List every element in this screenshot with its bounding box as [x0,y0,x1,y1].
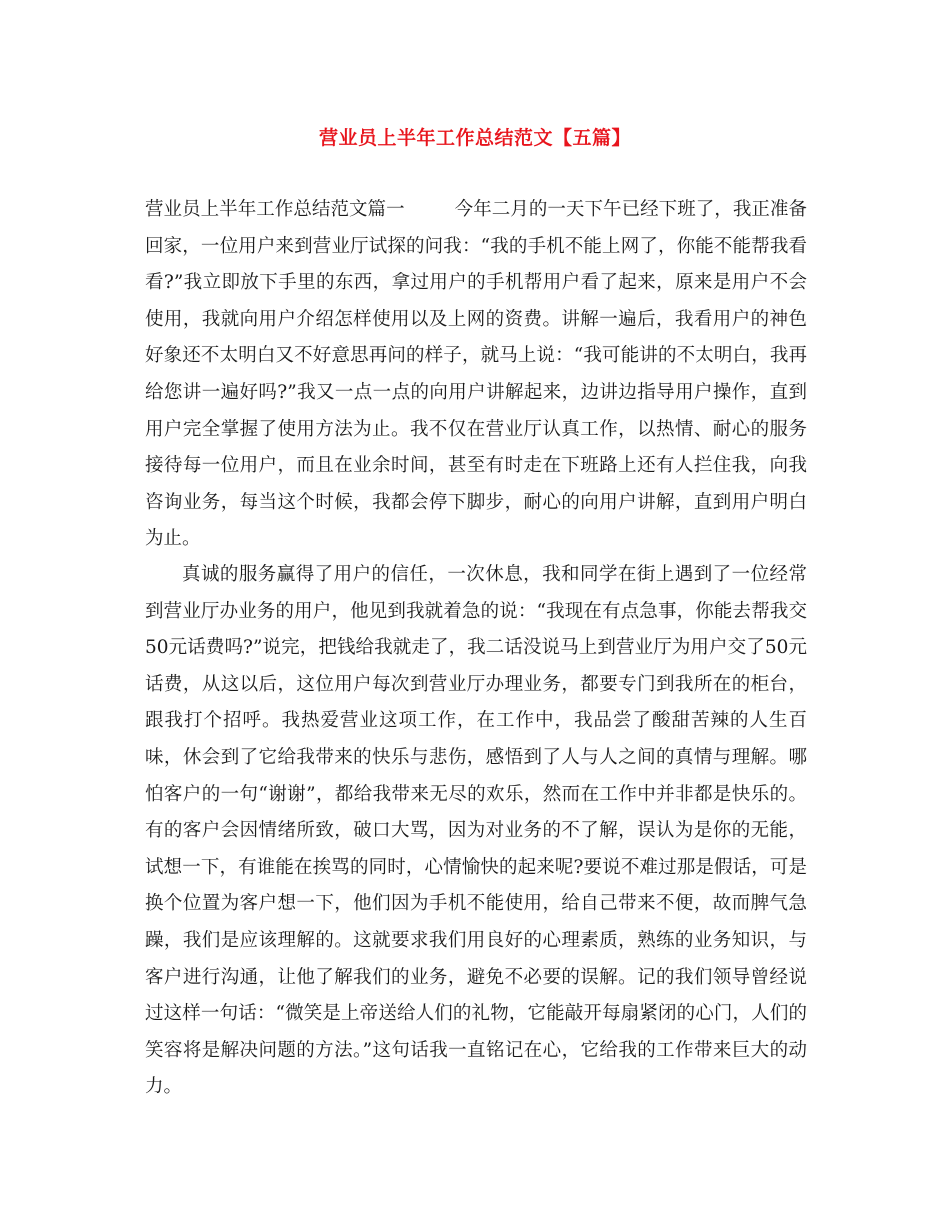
paragraph-1-text: 今年二月的一天下午已经下班了，我正准备回家，一位用户来到营业厅试探的问我：“我的手机不能上网了，你能不能帮我看看?”我立即放下手里的东西，拿过用户的手机帮用户看了起来，原来是用户不会使用，我就向用户介绍怎样使用以及上网的资费。讲解一遍后，我看用户的神色好象还不太明白又不好意思再问的样子，就马上说：“我可能讲的不太明白，我再给您讲一遍好吗?”我又一点一点的向用户讲解起来，边讲边指导用户操作，直到用户完全掌握了使用方法为止。我不仅在营业厅认真工作，以热情、耐心的服务接待每一位用户，而且在业余时间，甚至有时走在下班路上还有人拦住我，向我咨询业务，每当这个时候，我都会停下脚步，耐心的向用户讲解，直到用户明白为止。 [145,199,807,550]
paragraph-1-lead: 营业员上半年工作总结范文篇一 [145,199,405,220]
paragraph-2: 真诚的服务赢得了用户的信任，一次休息，我和同学在街上遇到了一位经常到营业厅办业务的用户，他见到我就着急的说：“我现在有点急事，你能去帮我交50元话费吗?”说完，把钱给我就走了，我二话没说马上到营业厅为用户交了50元话费，从这以后，这位用户每次到营业厅办理业务，都要专门到我所在的柜台，跟我打个招呼。我热爱营业这项工作，在工作中，我品尝了酸甜苦辣的人生百味，休会到了它给我带来的快乐与悲伤，感悟到了人与人之间的真情与理解。哪怕客户的一句“谢谢”，都给我带来无尽的欢乐，然而在工作中并非都是快乐的。有的客户会因情绪所致，破口大骂，因为对业务的不了解，误认为是你的无能，试想一下，有谁能在挨骂的同时，心情愉快的起来呢?要说不难过那是假话，可是换个位置为客户想一下，他们因为手机不能使用，给自己带来不便，故而脾气急躁，我们是应该理解的。这就要求我们用良好的心理素质，熟练的业务知识，与客户进行沟通，让他了解我们的业务，避免不必要的误解。记的我们领导曾经说过这样一句话：“微笑是上帝送给人们的礼物，它能敲开每扇紧闭的心门，人们的笑容将是解决问题的方法。”这句话我一直铭记在心，它给我的工作带来巨大的动力。 [145,564,807,1098]
document-title: 营业员上半年工作总结范文【五篇】 [318,127,631,149]
paragraph-1 [145,192,807,558]
